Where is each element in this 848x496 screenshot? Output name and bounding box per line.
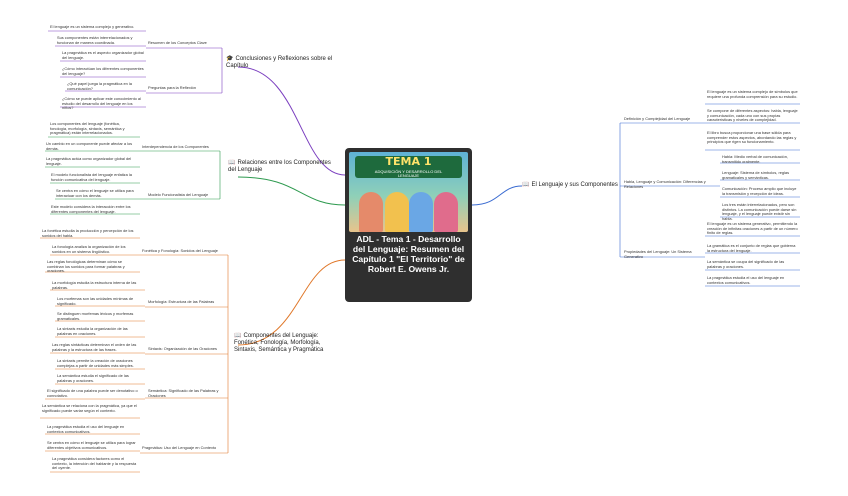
- book-icon: 📖: [522, 182, 530, 188]
- leaf-item[interactable]: Lenguaje: Sistema de símbolos, reglas gramaticales y semánticas.: [722, 170, 790, 180]
- leaf-item[interactable]: Se distinguen morfemas léxicos y morfemas gramaticales.: [57, 311, 134, 321]
- leaf-item[interactable]: Se centra en cómo el lenguaje se utiliza para interactuar con los demás.: [56, 188, 134, 198]
- leaf-item[interactable]: La morfología estudia la estructura interna de las palabras.: [52, 280, 137, 290]
- sub-topic[interactable]: Pragmática: Uso del Lenguaje en Contexto: [142, 445, 217, 450]
- leaf-item[interactable]: La fonología analiza la organización de los sonidos en un sistema lingüístico.: [52, 244, 126, 254]
- sub-topic[interactable]: Sintaxis: Organización de las Oraciones: [148, 346, 217, 351]
- child-figure: [409, 192, 433, 232]
- leaf-item[interactable]: Un cambio en un componente puede afectar a los demás.: [46, 141, 133, 151]
- leaf-item[interactable]: ¿Qué papel juega la pragmática en la comunicación?: [67, 81, 132, 91]
- sub-topic[interactable]: Habla, Lenguaje y Comunicación: Diferencias y Relaciones: [624, 179, 706, 189]
- branch-componentes[interactable]: 📖 Componentes del Lenguaje: Fonética, Fonología, Morfología, Sintaxis, Semántica y Pragmática: [234, 333, 324, 353]
- leaf-item[interactable]: La sintaxis permite la creación de oraciones complejas a partir de unidades más simples.: [57, 358, 134, 368]
- leaf-item[interactable]: La pragmática actúa como organizador global del lenguaje.: [46, 156, 132, 166]
- leaf-item[interactable]: El modelo funcionalista del lenguaje enfatiza la función comunicativa del lenguaje.: [51, 172, 132, 182]
- leaf-item[interactable]: Habla: Medio verbal de comunicación, transmitido oralmente.: [722, 154, 788, 164]
- sub-topic[interactable]: Preguntas para la Reflexión: [148, 85, 197, 90]
- leaf-item[interactable]: Sus componentes están interrelacionados y funcionan de manera coordinada.: [57, 35, 133, 45]
- branch-lenguaje[interactable]: 📖 El Lenguaje y sus Componentes: [522, 182, 618, 188]
- leaf-item[interactable]: El lenguaje es un sistema generativo, permitiendo la creación de infinitas oraciones a partir de un número finito de reglas.: [707, 221, 798, 235]
- sub-topic[interactable]: Definición y Complejidad del Lenguaje: [624, 116, 691, 121]
- book-icon: 📖: [234, 333, 242, 339]
- sub-topic[interactable]: Interdependencia de los Componentes: [142, 144, 209, 149]
- branch-relaciones[interactable]: 📖 Relaciones entre los Componentes del Lenguaje: [228, 160, 331, 173]
- leaf-item[interactable]: El libro busca proporcionar una base sólida para comprender estos aspectos, abordando las reglas y principios que rigen su funcionamiento.: [707, 130, 797, 144]
- leaf-item[interactable]: La sintaxis estudia la organización de las palabras en oraciones.: [57, 326, 128, 336]
- sub-topic[interactable]: Resumen de los Conceptos Clave: [148, 40, 207, 45]
- leaf-item[interactable]: Los tres están interrelacionados, pero son distintos. La comunicación puede darse sin lenguaje, y el lenguaje puede existir sin habla.: [722, 202, 797, 221]
- leaf-item[interactable]: La pragmática es el aspecto organizador global del lenguaje.: [62, 50, 144, 60]
- image-title: TEMA 1: [355, 156, 462, 178]
- child-figure: [359, 192, 383, 232]
- child-figure: [434, 192, 458, 232]
- leaf-item[interactable]: El lenguaje es un sistema complejo y generativo.: [50, 24, 135, 29]
- leaf-item[interactable]: La semántica se relaciona con la pragmática, ya que el significado puede variar según el contexto.: [42, 403, 137, 413]
- leaf-item[interactable]: Este modelo considera la interacción entre los diferentes componentes del lenguaje.: [51, 204, 131, 214]
- cover-illustration: [349, 152, 468, 232]
- sub-topic[interactable]: Morfología: Estructura de las Palabras: [148, 299, 215, 304]
- leaf-item[interactable]: El lenguaje es un sistema complejo de símbolos que requiere una profunda comprensión para su estudio.: [707, 89, 798, 99]
- leaf-item[interactable]: ¿Cómo interactúan los diferentes componentes del lenguaje?: [62, 66, 144, 76]
- sub-topic[interactable]: Propiedades del Lenguaje: Un Sistema Generativo: [624, 249, 692, 259]
- leaf-item[interactable]: Los componentes del lenguaje (fonética, fonología, morfología, sintaxis, semántica y pragmática) están interrelacionados.: [50, 121, 125, 135]
- leaf-item[interactable]: Comunicación: Proceso amplio que incluye la transmisión y recepción de ideas.: [722, 186, 797, 196]
- sub-topic[interactable]: Fonética y Fonología: Sonidos del Lenguaje: [142, 248, 218, 253]
- child-figure: [385, 192, 409, 232]
- leaf-item[interactable]: Se compone de diferentes aspectos: habla, lenguaje y comunicación, cada uno con sus propias características y niveles de complejidad.: [707, 108, 798, 122]
- sub-topic[interactable]: Semántica: Significado de las Palabras y Oraciones: [148, 388, 219, 398]
- leaf-item[interactable]: La semántica estudia el significado de las palabras y oraciones.: [57, 373, 129, 383]
- image-subtitle: ADQUISICIÓN Y DESARROLLO DEL LENGUAJE: [374, 169, 443, 178]
- leaf-item[interactable]: La fonética estudia la producción y percepción de los sonidos del habla.: [42, 228, 134, 238]
- central-title: ADL - Tema 1 - Desarrollo del Lenguaje: Resumen del Capítulo 1 "El Territorio" de Robert E. Owens Jr.: [352, 234, 465, 274]
- leaf-item[interactable]: La gramática es el conjunto de reglas que gobierna la estructura del lenguaje.: [707, 243, 796, 253]
- leaf-item[interactable]: El significado de una palabra puede ser denotativo o connotativo.: [47, 388, 138, 398]
- leaf-item[interactable]: Se centra en cómo el lenguaje se utiliza para lograr diferentes objetivos comunicativos.: [47, 440, 136, 450]
- leaf-item[interactable]: Los morfemas son las unidades mínimas de significado.: [57, 296, 134, 306]
- leaf-item[interactable]: Las reglas sintácticas determinan el orden de las palabras y la estructura de las frases.: [52, 342, 137, 352]
- leaf-item[interactable]: La pragmática estudia el uso del lenguaje en contextos comunicativos.: [707, 275, 785, 285]
- leaf-item[interactable]: La semántica se ocupa del significado de las palabras y oraciones.: [707, 259, 785, 269]
- sub-topic[interactable]: Modelo Funcionalista del Lenguaje: [148, 192, 209, 197]
- leaf-item[interactable]: La pragmática estudia el uso del lenguaje en contextos comunicativos.: [47, 424, 125, 434]
- branch-conclusiones[interactable]: 🎓 Conclusiones y Reflexiones sobre el Capítulo: [226, 56, 333, 69]
- leaf-item[interactable]: La pragmática considera factores como el contexto, la intención del hablante y la respuesta del oyente.: [52, 456, 137, 470]
- graduation-cap-icon: 🎓: [226, 56, 234, 62]
- leaf-item[interactable]: ¿Cómo se puede aplicar este conocimiento al estudio del desarrollo del lenguaje en los niños?: [62, 96, 141, 110]
- central-node[interactable]: [345, 148, 472, 302]
- leaf-item[interactable]: Las reglas fonológicas determinan cómo se combinan los sonidos para formar palabras y oraciones.: [47, 259, 125, 273]
- book-icon: 📖: [228, 160, 236, 166]
